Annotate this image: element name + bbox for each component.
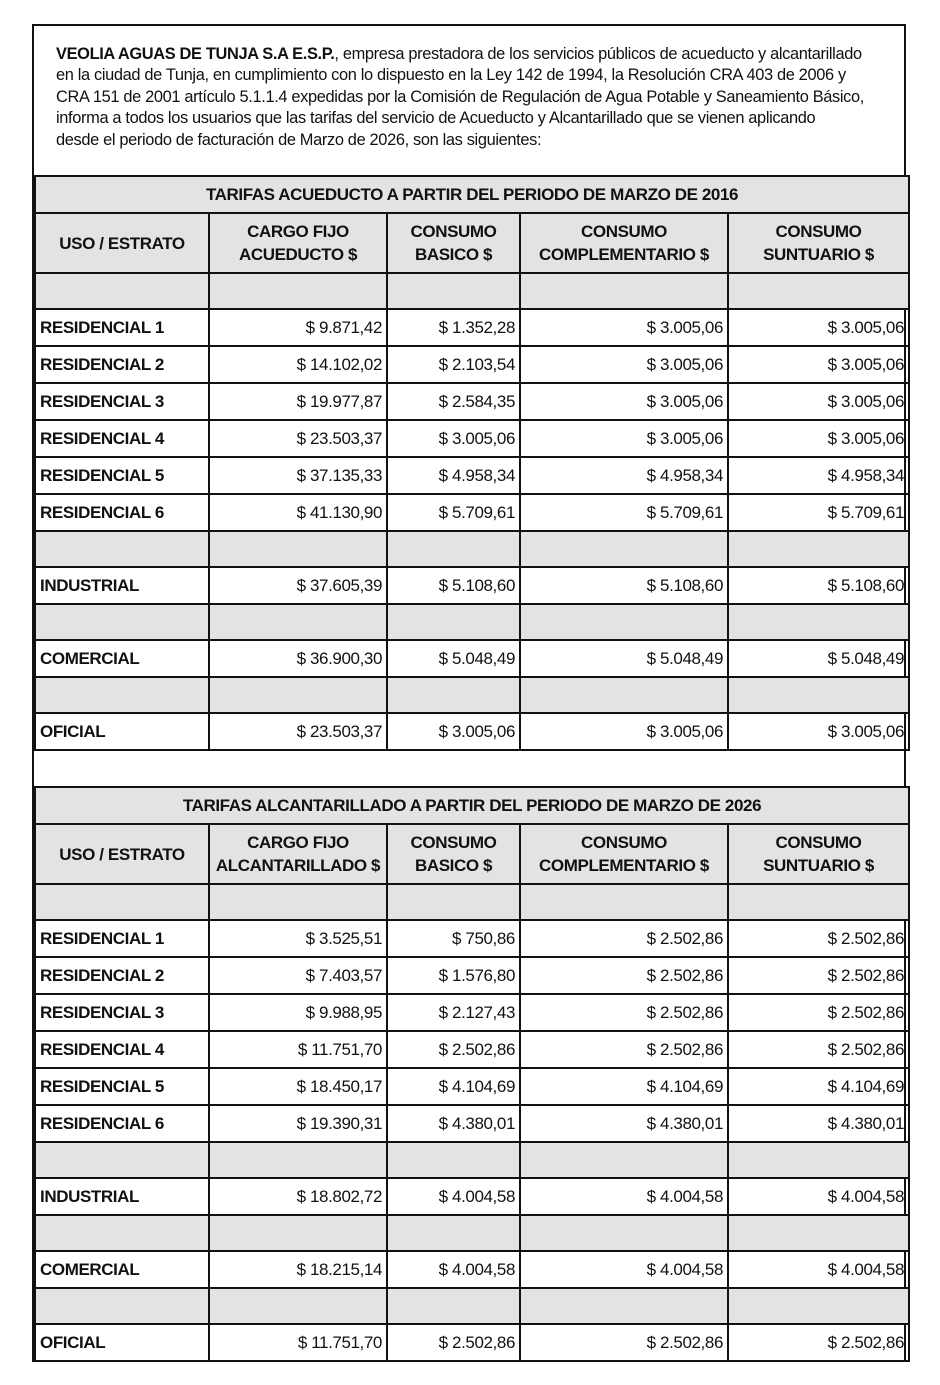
spacer-cell (209, 1215, 387, 1251)
row-label: COMERCIAL (35, 1251, 209, 1288)
consumo-complementario-value: $ 2.502,86 (520, 994, 728, 1031)
table-row (35, 994, 909, 1031)
consumo-complementario-value: $ 4.004,58 (520, 1178, 728, 1215)
table-row (35, 957, 909, 994)
consumo-suntuario-value: $ 3.005,06 (728, 309, 909, 346)
table-row (35, 346, 909, 383)
spacer-cell (387, 1142, 520, 1178)
consumo-complementario-value: $ 3.005,06 (520, 383, 728, 420)
table-row (35, 920, 909, 957)
cargo-fijo-value: $ 23.503,37 (209, 713, 387, 750)
spacer-cell (520, 1142, 728, 1178)
row-label: OFICIAL (35, 1324, 209, 1361)
consumo-basico-value: $ 2.103,54 (387, 346, 520, 383)
spacer-cell (35, 531, 209, 567)
consumo-basico-value: $ 2.584,35 (387, 383, 520, 420)
spacer-cell (387, 273, 520, 309)
spacer-cell (387, 677, 520, 713)
spacer-cell (35, 677, 209, 713)
cargo-fijo-value: $ 36.900,30 (209, 640, 387, 677)
consumo-suntuario-value: $ 4.958,34 (728, 457, 909, 494)
consumo-suntuario-value: $ 4.004,58 (728, 1251, 909, 1288)
header-consumo-suntuario: CONSUMO SUNTUARIO $ (728, 824, 909, 884)
consumo-suntuario-value: $ 2.502,86 (728, 920, 909, 957)
header-consumo-basico: CONSUMO BASICO $ (387, 824, 520, 884)
row-label: RESIDENCIAL 6 (35, 494, 209, 531)
consumo-suntuario-value: $ 4.104,69 (728, 1068, 909, 1105)
consumo-complementario-value: $ 2.502,86 (520, 1324, 728, 1361)
cargo-fijo-value: $ 37.135,33 (209, 457, 387, 494)
spacer-cell (387, 531, 520, 567)
header-uso-estrato: USO / ESTRATO (35, 824, 209, 884)
consumo-complementario-value: $ 3.005,06 (520, 309, 728, 346)
spacer-cell (728, 273, 909, 309)
consumo-complementario-value: $ 4.380,01 (520, 1105, 728, 1142)
consumo-complementario-value: $ 2.502,86 (520, 957, 728, 994)
row-label: RESIDENCIAL 3 (35, 383, 209, 420)
row-label: RESIDENCIAL 2 (35, 957, 209, 994)
header-consumo-basico: CONSUMO BASICO $ (387, 213, 520, 273)
consumo-complementario-value: $ 2.502,86 (520, 1031, 728, 1068)
consumo-complementario-value: $ 3.005,06 (520, 346, 728, 383)
table-row (35, 1105, 909, 1142)
consumo-suntuario-value: $ 5.709,61 (728, 494, 909, 531)
table-row (35, 1251, 909, 1288)
table-row (35, 640, 909, 677)
row-label: COMERCIAL (35, 640, 209, 677)
table-row (35, 420, 909, 457)
spacer-cell (728, 1215, 909, 1251)
consumo-basico-value: $ 4.104,69 (387, 1068, 520, 1105)
row-label: INDUSTRIAL (35, 1178, 209, 1215)
consumo-complementario-value: $ 4.104,69 (520, 1068, 728, 1105)
consumo-basico-value: $ 5.709,61 (387, 494, 520, 531)
cargo-fijo-value: $ 7.403,57 (209, 957, 387, 994)
spacer-cell (728, 1142, 909, 1178)
consumo-complementario-value: $ 2.502,86 (520, 920, 728, 957)
table-row (35, 1324, 909, 1361)
consumo-basico-value: $ 5.108,60 (387, 567, 520, 604)
header-uso-estrato: USO / ESTRATO (35, 213, 209, 273)
consumo-basico-value: $ 2.127,43 (387, 994, 520, 1031)
header-consumo-suntuario: CONSUMO SUNTUARIO $ (728, 213, 909, 273)
consumo-complementario-value: $ 3.005,06 (520, 420, 728, 457)
table-row (35, 1178, 909, 1215)
spacer-cell (35, 273, 209, 309)
cargo-fijo-value: $ 37.605,39 (209, 567, 387, 604)
consumo-basico-value: $ 3.005,06 (387, 713, 520, 750)
acueducto-tariff-table (34, 175, 910, 751)
table-row (35, 1031, 909, 1068)
consumo-basico-value: $ 2.502,86 (387, 1031, 520, 1068)
spacer-cell (728, 884, 909, 920)
row-label: RESIDENCIAL 3 (35, 994, 209, 1031)
consumo-suntuario-value: $ 4.004,58 (728, 1178, 909, 1215)
spacer-cell (387, 1288, 520, 1324)
spacer-cell (35, 1288, 209, 1324)
spacer-row (35, 1288, 909, 1324)
consumo-suntuario-value: $ 5.108,60 (728, 567, 909, 604)
row-label: RESIDENCIAL 1 (35, 309, 209, 346)
consumo-complementario-value: $ 4.958,34 (520, 457, 728, 494)
consumo-suntuario-value: $ 2.502,86 (728, 1324, 909, 1361)
table-row (35, 309, 909, 346)
row-label: RESIDENCIAL 5 (35, 1068, 209, 1105)
row-label: RESIDENCIAL 5 (35, 457, 209, 494)
row-label: INDUSTRIAL (35, 567, 209, 604)
spacer-row (35, 1142, 909, 1178)
spacer-cell (209, 604, 387, 640)
spacer-cell (520, 1288, 728, 1324)
spacer-row (35, 884, 909, 920)
intro-line: en la ciudad de Tunja, en cumplimiento con lo dispuesto en la Ley 142 de 1994, la Resolución CRA 403 de 2006 y (56, 66, 846, 85)
consumo-suntuario-value: $ 2.502,86 (728, 1031, 909, 1068)
intro-line: , empresa prestadora de los servicios públicos de acueducto y alcantarillado (334, 45, 862, 63)
alcantarillado-tariff-table (34, 786, 910, 1362)
spacer-cell (387, 604, 520, 640)
cargo-fijo-value: $ 41.130,90 (209, 494, 387, 531)
spacer-cell (35, 604, 209, 640)
spacer-cell (520, 273, 728, 309)
company-name: VEOLIA AGUAS DE TUNJA S.A E.S.P. (56, 45, 335, 63)
consumo-suntuario-value: $ 5.048,49 (728, 640, 909, 677)
cargo-fijo-value: $ 18.450,17 (209, 1068, 387, 1105)
spacer-cell (728, 1288, 909, 1324)
cargo-fijo-value: $ 18.215,14 (209, 1251, 387, 1288)
spacer-cell (209, 531, 387, 567)
spacer-row (35, 531, 909, 567)
header-cargo-fijo: CARGO FIJO ACUEDUCTO $ (209, 213, 387, 273)
spacer-row (35, 273, 909, 309)
consumo-complementario-value: $ 4.004,58 (520, 1251, 728, 1288)
cargo-fijo-value: $ 19.390,31 (209, 1105, 387, 1142)
spacer-cell (35, 1215, 209, 1251)
spacer-cell (520, 1215, 728, 1251)
consumo-complementario-value: $ 5.048,49 (520, 640, 728, 677)
cargo-fijo-value: $ 9.988,95 (209, 994, 387, 1031)
header-consumo-complementario: CONSUMO COMPLEMENTARIO $ (520, 824, 728, 884)
spacer-cell (209, 677, 387, 713)
spacer-cell (209, 273, 387, 309)
consumo-complementario-value: $ 5.108,60 (520, 567, 728, 604)
spacer-row (35, 1215, 909, 1251)
spacer-cell (728, 531, 909, 567)
spacer-cell (728, 604, 909, 640)
intro-line: informa a todos los usuarios que las tarifas del servicio de Acueducto y Alcantarillado que se vienen aplicando (56, 109, 816, 128)
spacer-cell (728, 677, 909, 713)
header-consumo-complementario: CONSUMO COMPLEMENTARIO $ (520, 213, 728, 273)
cargo-fijo-value: $ 11.751,70 (209, 1324, 387, 1361)
cargo-fijo-value: $ 18.802,72 (209, 1178, 387, 1215)
consumo-complementario-value: $ 5.709,61 (520, 494, 728, 531)
consumo-basico-value: $ 4.004,58 (387, 1178, 520, 1215)
spacer-row (35, 604, 909, 640)
row-label: RESIDENCIAL 6 (35, 1105, 209, 1142)
consumo-basico-value: $ 5.048,49 (387, 640, 520, 677)
spacer-cell (35, 884, 209, 920)
spacer-cell (35, 1142, 209, 1178)
intro-line: desde el periodo de facturación de Marzo de 2026, son las siguientes: (56, 130, 542, 149)
table-row (35, 1068, 909, 1105)
consumo-suntuario-value: $ 3.005,06 (728, 420, 909, 457)
row-label: RESIDENCIAL 2 (35, 346, 209, 383)
table-row (35, 567, 909, 604)
consumo-basico-value: $ 1.352,28 (387, 309, 520, 346)
row-label: RESIDENCIAL 4 (35, 420, 209, 457)
spacer-cell (520, 604, 728, 640)
table-title: TARIFAS ACUEDUCTO A PARTIR DEL PERIODO DE MARZO DE 2016 (35, 176, 909, 213)
consumo-basico-value: $ 2.502,86 (387, 1324, 520, 1361)
row-label: OFICIAL (35, 713, 209, 750)
consumo-basico-value: $ 3.005,06 (387, 420, 520, 457)
cargo-fijo-value: $ 14.102,02 (209, 346, 387, 383)
cargo-fijo-value: $ 19.977,87 (209, 383, 387, 420)
table-row (35, 494, 909, 531)
consumo-basico-value: $ 4.380,01 (387, 1105, 520, 1142)
consumo-complementario-value: $ 3.005,06 (520, 713, 728, 750)
consumo-suntuario-value: $ 2.502,86 (728, 994, 909, 1031)
spacer-cell (387, 1215, 520, 1251)
intro-line: CRA 151 de 2001 artículo 5.1.1.4 expedidas por la Comisión de Regulación de Agua Potable y Saneamiento Básico, (56, 87, 864, 106)
consumo-suntuario-value: $ 4.380,01 (728, 1105, 909, 1142)
consumo-basico-value: $ 4.958,34 (387, 457, 520, 494)
table-row (35, 713, 909, 750)
table-row (35, 457, 909, 494)
spacer-cell (387, 884, 520, 920)
consumo-suntuario-value: $ 3.005,06 (728, 713, 909, 750)
consumo-suntuario-value: $ 3.005,06 (728, 346, 909, 383)
cargo-fijo-value: $ 23.503,37 (209, 420, 387, 457)
spacer-cell (209, 1288, 387, 1324)
spacer-cell (520, 531, 728, 567)
consumo-basico-value: $ 4.004,58 (387, 1251, 520, 1288)
spacer-cell (520, 677, 728, 713)
cargo-fijo-value: $ 9.871,42 (209, 309, 387, 346)
consumo-suntuario-value: $ 3.005,06 (728, 383, 909, 420)
consumo-basico-value: $ 1.576,80 (387, 957, 520, 994)
table-row (35, 383, 909, 420)
spacer-cell (209, 884, 387, 920)
cargo-fijo-value: $ 3.525,51 (209, 920, 387, 957)
notice-frame (32, 24, 906, 1362)
spacer-cell (520, 884, 728, 920)
consumo-suntuario-value: $ 2.502,86 (728, 957, 909, 994)
row-label: RESIDENCIAL 1 (35, 920, 209, 957)
consumo-basico-value: $ 750,86 (387, 920, 520, 957)
header-cargo-fijo: CARGO FIJO ALCANTARILLADO $ (209, 824, 387, 884)
intro-paragraph (56, 44, 892, 151)
row-label: RESIDENCIAL 4 (35, 1031, 209, 1068)
spacer-row (35, 677, 909, 713)
cargo-fijo-value: $ 11.751,70 (209, 1031, 387, 1068)
table-title: TARIFAS ALCANTARILLADO A PARTIR DEL PERIODO DE MARZO DE 2026 (35, 787, 909, 824)
spacer-cell (209, 1142, 387, 1178)
